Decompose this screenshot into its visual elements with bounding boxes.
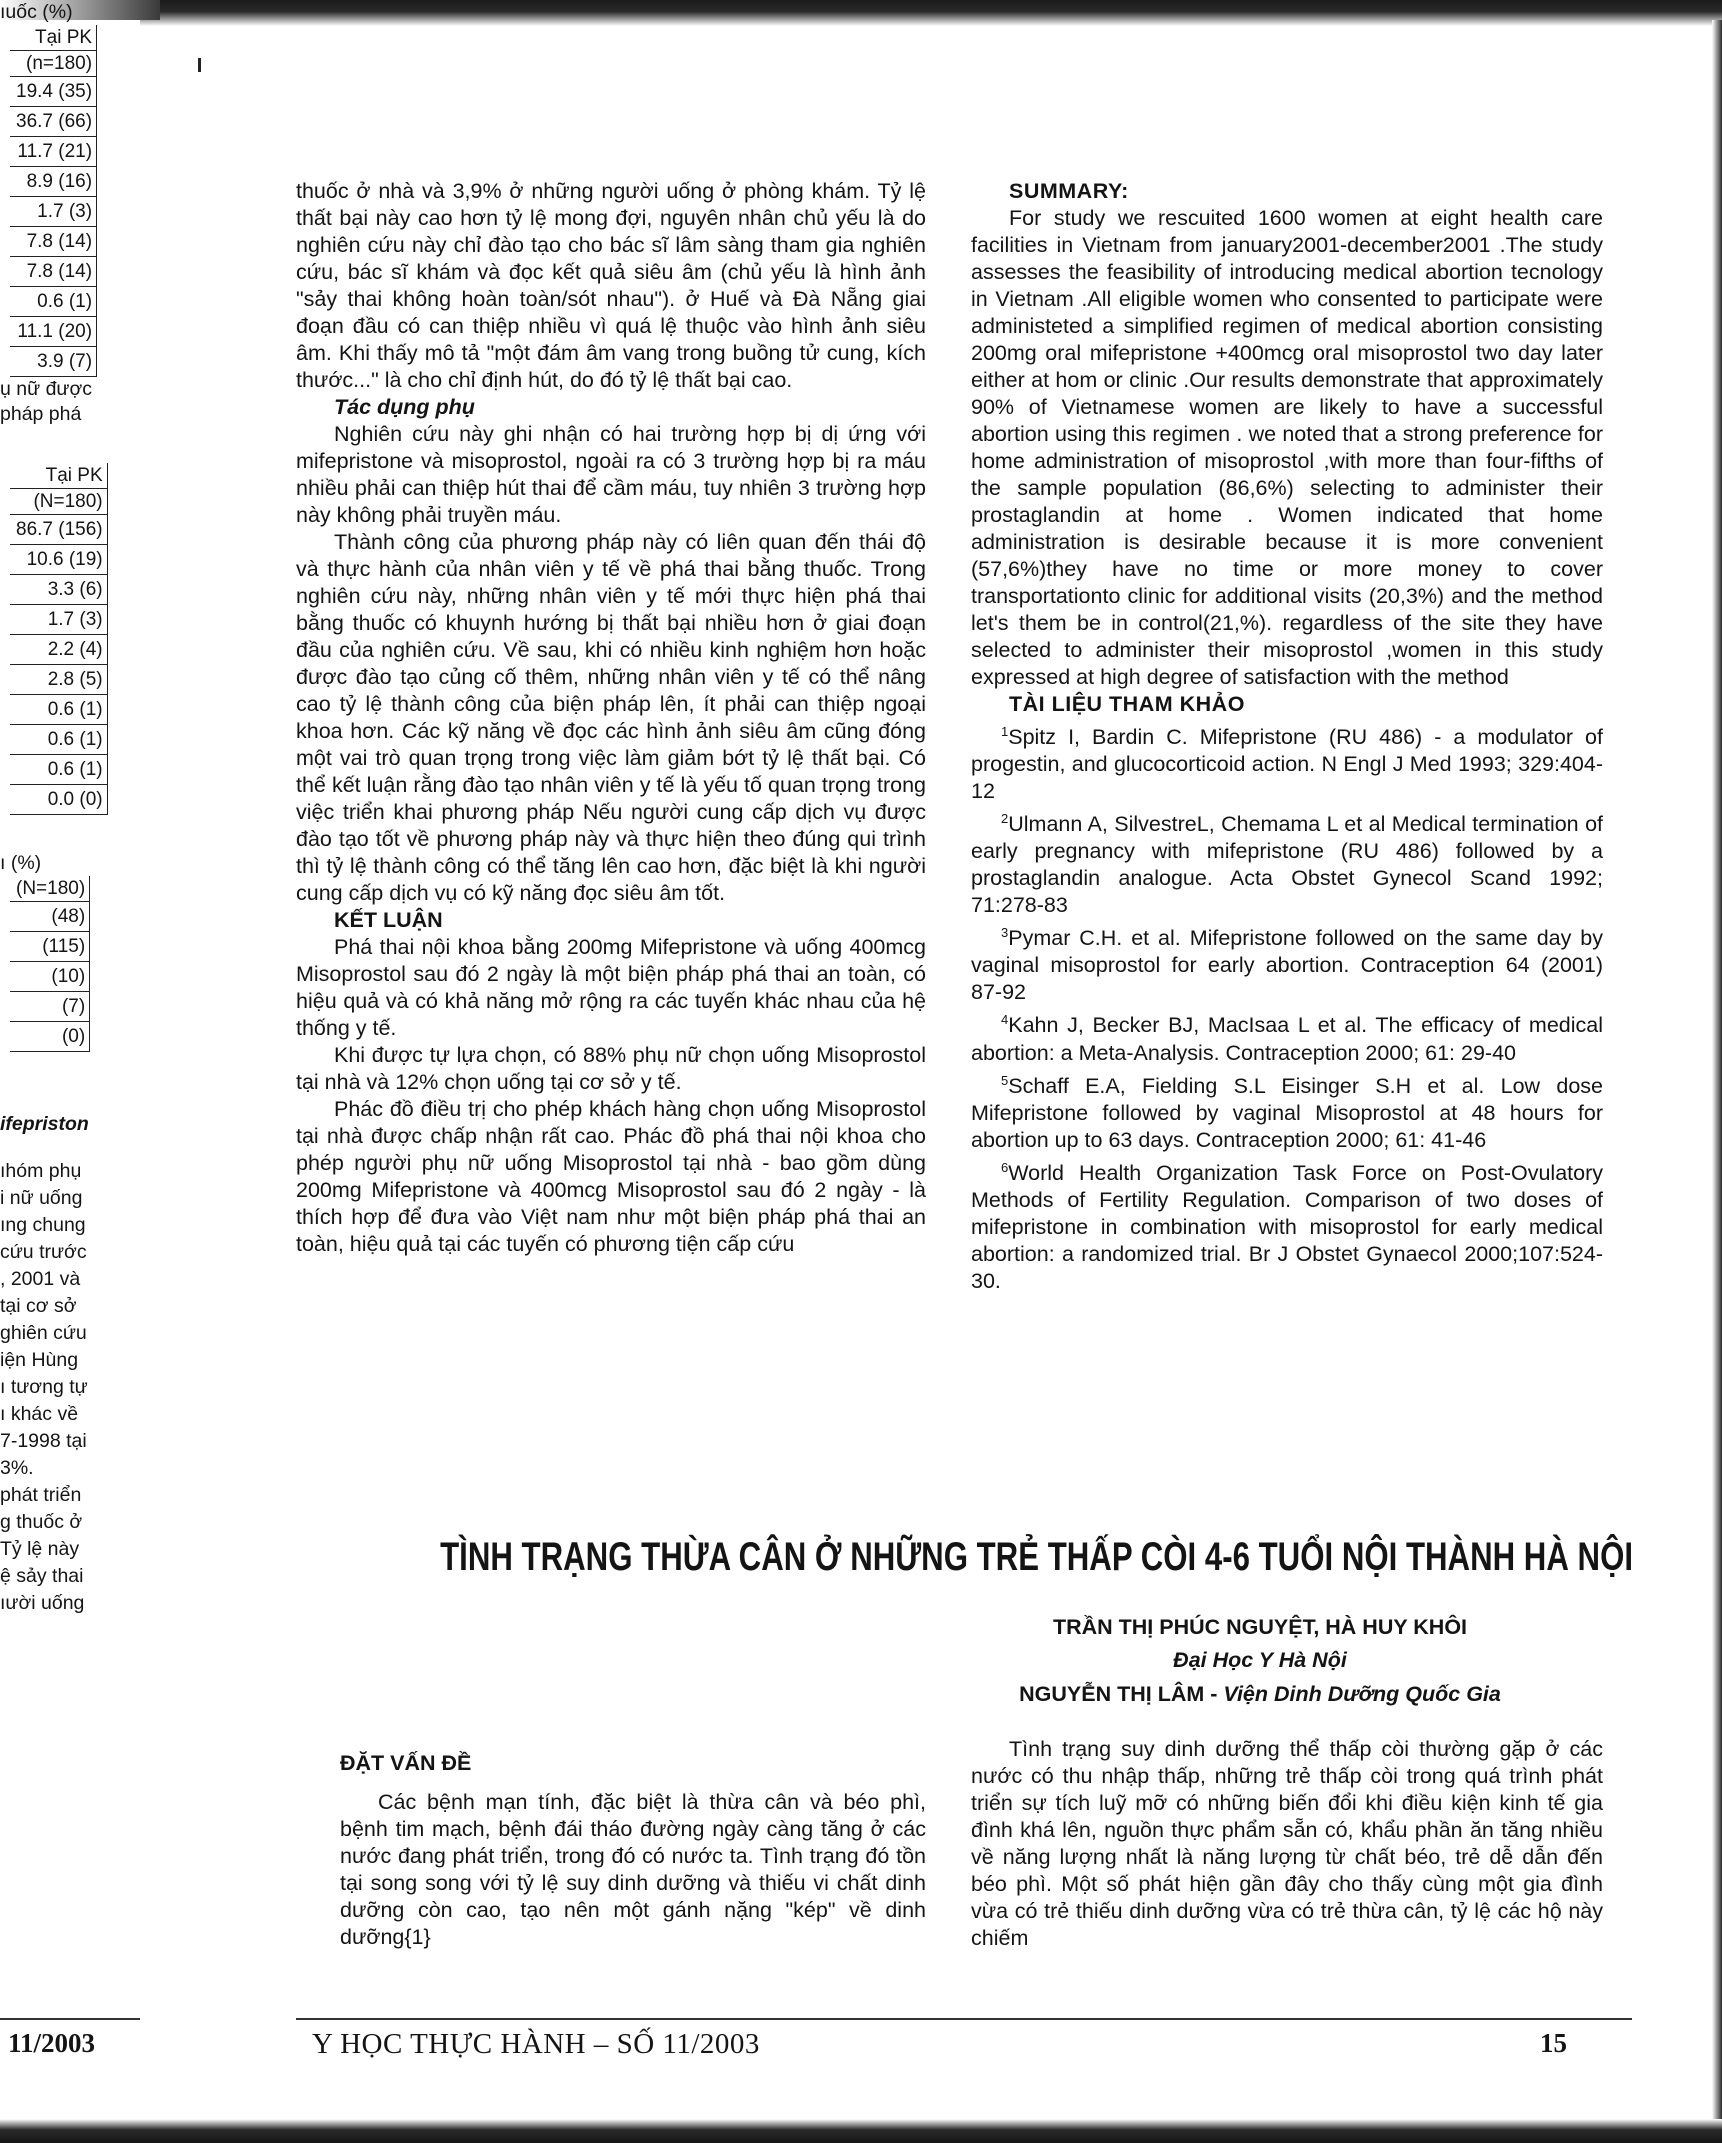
table-cell: 3.3 (6) [10, 575, 107, 605]
fragment-table1-heading: ıuốc (%) [0, 1, 73, 23]
reference-item [971, 919, 1603, 1006]
table-cell: 10.6 (19) [10, 545, 107, 575]
table-header-cell: Tại PK [10, 463, 107, 489]
reference-list [971, 718, 1603, 1295]
reference-number: 5 [1001, 1072, 1009, 1088]
fragment-gap [0, 815, 118, 851]
section-heading-side-effects: Tác dụng phụ [334, 395, 475, 419]
table-cell: 86.7 (156) [10, 515, 107, 545]
table-cell: (48) [10, 902, 90, 932]
reference-text: Spitz I, Bardin C. Mifepristone (RU 486) - a modulator of progestin, and glucocorticoid action. N Engl J Med 1993; 329:404-12 [971, 725, 1603, 804]
footer-rule [0, 2018, 140, 2020]
reference-number: 4 [1001, 1012, 1009, 1028]
fragment-subheading: ifepriston [0, 1113, 89, 1135]
fragment-gap [0, 1052, 118, 1112]
fragment-text-line: ụ nữ được [0, 378, 93, 400]
table-cell: 0.6 (1) [10, 755, 107, 785]
table-cell: 0.6 (1) [10, 695, 107, 725]
fragment-text-line: ệ sảy thai [0, 1565, 84, 1587]
fragment-text-line: ıười uống [0, 1592, 85, 1614]
table-header-cell: (N=180) [10, 876, 90, 902]
fragment-text-line: ghiên cứu [0, 1322, 87, 1344]
fragment-text-line: i nữ uống [0, 1187, 83, 1209]
reference-text: Kahn J, Becker BJ, MacIsaa L et al. The efficacy of medical abortion: a Meta-Analysis. Contraception 2000; 61: 29-40 [971, 1013, 1603, 1065]
reference-item [971, 718, 1603, 805]
table-cell: 8.9 (16) [10, 167, 97, 197]
left-page-fragment [0, 0, 118, 1618]
reference-item [971, 1006, 1603, 1066]
body-paragraph: Thành công của phương pháp này có liên quan đến thái độ và thực hành của nhân viên y tế về phá thai bằng thuốc. Trong nghiên cứu này, những nhân viên y tế mới thực hiện phá thai bằng thuốc có khuynh hướng bị thất bại nhiều hơn ở giai đoạn đầu của nghiên cứu. Về sau, khi có nhiều kinh nghiệm hơn hoặc được đào tạo củng cố thêm, những nhân viên y tế có thể nâng cao tỷ lệ thành công của biện pháp lên, ít phải can thiệp ngoại khoa hơn. Các kỹ năng về đọc các hình ảnh siêu âm cũng đóng một vai trò quan trọng trong việc làm giảm bớt tỷ lệ thất bại. Có thể kết luận rằng đào tạo nhân viên y tế là yếu tố quan trọng trong việc triển khai phương pháp Nếu người cung cấp dịch vụ được đào tạo tốt về phương pháp này và thực hiện theo đúng qui trình thì tỷ lệ thành công có thể tăng lên cao hơn, đặc biệt là khi người cung cấp dịch vụ có kỹ năng đọc siêu âm tốt. [296, 530, 926, 905]
scan-edge-top [140, 0, 1722, 26]
reference-number: 3 [1001, 925, 1009, 941]
article-title: TÌNH TRẠNG THỪA CÂN Ở NHỮNG TRẺ THẤP CÒI 4-6 TUỔI NỘI THÀNH HÀ NỘI [440, 1535, 1634, 1579]
fragment-text-line: 7-1998 tại [0, 1430, 87, 1452]
reference-text: Pymar C.H. et al. Mifepristone followed on the same day by vaginal misoprostol for early abortion. Contraception 64 (2001) 87-92 [971, 926, 1603, 1005]
body-paragraph: Phác đồ điều trị cho phép khách hàng chọn uống Misoprostol tại nhà được chấp nhận rất cao. Phác đồ phá thai nội khoa cho phép người phụ nữ uống Misoprostol tại nhà - bao gồm dùng 200mg Mifepristone và 400mcg Misoprostol sau đó 2 ngày - là thích hợp để đưa vào Việt nam như một biện pháp phá thai an toàn, hiệu quả tại các tuyến có phương tiện cấp cứu [296, 1097, 926, 1256]
table-cell: 19.4 (35) [10, 77, 97, 107]
table-cell: 11.7 (21) [10, 137, 97, 167]
table-cell: (115) [10, 932, 90, 962]
reference-text: Schaff E.A, Fielding S.L Eisinger S.H et al. Low dose Mifepristone followed by vaginal Misoprostol at 48 hours for abortion up to 63 days. Contraception 2000; 61: 41-46 [971, 1073, 1603, 1152]
reference-number: 6 [1001, 1159, 1009, 1175]
reference-item [971, 805, 1603, 919]
summary-paragraph: For study we rescuited 1600 women at eight health care facilities in Vietnam from january2001-december2001 .The study assesses the feasibility of introducing medical abortion tecnology in Vietnam .All eligible women who consented to participate were administeted a simplified regimen of medical abortion consisting 200mg oral mifepristone +400mcg oral misoprostol two day later either at hom or clinic .Our results demonstrate that approximately 90% of Vietnamese women are likely to have a successful abortion using this regimen . we noted that a strong preference for home administration of misoprostol ,with more than four-fifths of the sample population (86,6%) selecting to administer their prostaglandin at home . Women indicated that home administration is desirable because it is more convenient (57,6%)they have no time or more money to cover transportationto clinic for additional visits (20,3%) and the method let's them be in control(21,%). regardless of the site they have selected to administer their misoprostol ,women in this study expressed at high degree of satisfaction with the method [971, 206, 1603, 689]
summary-references-column [971, 178, 1603, 1295]
intro-column-left [340, 1750, 926, 1951]
scan-speck [198, 58, 201, 72]
table-cell: 7.8 (14) [10, 257, 97, 287]
fragment-table-3 [10, 876, 90, 1052]
affiliation-line-1: Đại Học Y Hà Nội [1173, 1648, 1347, 1672]
fragment-text-line: ı tương tự [0, 1376, 88, 1398]
author-name: NGUYỄN THỊ LÂM - [1019, 1682, 1218, 1706]
fragment-text-line: 3%. [0, 1457, 34, 1479]
table-cell: 0.0 (0) [10, 785, 107, 815]
fragment-text-line: ı khác về [0, 1403, 79, 1425]
fragment-text-line: pháp phá [0, 403, 82, 425]
author-line-2 [930, 1682, 1590, 1707]
reference-number: 1 [1001, 724, 1009, 739]
fragment-text-line: Tỷ lệ này [0, 1538, 80, 1560]
body-paragraph: Phá thai nội khoa bằng 200mg Mifepristone và uống 400mcg Misoprostol sau đó 2 ngày là một biện pháp phá thai an toàn, có hiệu quả và có khả năng mở rộng ra các tuyến khác nhau của hệ thống y tế. [296, 935, 926, 1040]
fragment-text-line: phát triển [0, 1484, 82, 1506]
table-cell: 7.8 (14) [10, 227, 97, 257]
table-cell: (10) [10, 962, 90, 992]
reference-number: 2 [1001, 811, 1009, 827]
page-number: 15 [1540, 2028, 1567, 2058]
section-heading-conclusion: KẾT LUẬN [334, 908, 443, 932]
section-heading-intro: ĐẶT VẤN ĐỀ [340, 1751, 472, 1775]
intro-column-right [971, 1736, 1603, 1952]
fragment-gap [0, 1137, 118, 1159]
fragment-table3-heading: ı (%) [0, 852, 42, 874]
table-cell: 2.8 (5) [10, 665, 107, 695]
reference-item [971, 1067, 1603, 1154]
table-header-cell: (N=180) [10, 489, 107, 515]
body-paragraph: Khi được tự lựa chọn, có 88% phụ nữ chọn uống Misoprostol tại nhà và 12% chọn uống tại cơ sở y tế. [296, 1043, 926, 1094]
fragment-gap [0, 427, 118, 463]
table-cell: 1.7 (3) [10, 197, 97, 227]
fragment-table-2 [10, 463, 108, 815]
footer-journal-title: Y HỌC THỰC HÀNH – SỐ 11/2003 [312, 2028, 760, 2060]
footer-issue: 11/2003 [8, 2028, 96, 2058]
body-paragraph: Tình trạng suy dinh dưỡng thể thấp còi thường gặp ở các nước có thu nhập thấp, những trẻ thấp còi trong quá trình phát triển sự tích luỹ mỡ có những biến đổi khi điều kiện kinh tế gia đình khá lên, nguồn thực phẩm sẵn có, khẩu phần ăn tăng nhiều về năng lượng nhất là năng lượng từ chất béo, trẻ dễ dẫn đến béo phì. Một số phát hiện gần đây cho thấy cùng một gia đình vừa có trẻ thiếu dinh dưỡng vừa có trẻ thừa cân, tỷ lệ các hộ này chiếm [971, 1737, 1603, 1950]
table-cell: 3.9 (7) [10, 347, 97, 377]
fragment-text-line: , 2001 và [0, 1268, 81, 1290]
scan-edge-right [1712, 20, 1722, 2143]
reference-item [971, 1154, 1603, 1295]
fragment-text-line: ıhóm phụ [0, 1160, 82, 1182]
table-cell: (7) [10, 992, 90, 1022]
table-header-cell: Tại PK [10, 25, 97, 51]
table-cell: 11.1 (20) [10, 317, 97, 347]
table-cell: 1.7 (3) [10, 605, 107, 635]
footer-rule [296, 2018, 1632, 2020]
table-cell: 36.7 (66) [10, 107, 97, 137]
reference-text: World Health Organization Task Force on Post-Ovulatory Methods of Fertility Regulation. Comparison of two doses of mifepristone in combination with misoprostol for early medical abortion: a randomized trial. Br J Obstet Gynaecol 2000;107:524-30. [971, 1160, 1603, 1293]
scan-edge-bottom [0, 2119, 1722, 2143]
body-paragraph: thuốc ở nhà và 3,9% ở những người uống ở phòng khám. Tỷ lệ thất bại này cao hơn tỷ lệ mong đợi, nguyên nhân chủ yếu là do nghiên cứu này chỉ đào tạo cho bác sĩ lâm sàng tham gia nghiên cứu, bác sĩ khám và đọc kết quả siêu âm (chủ yếu là hình ảnh "sảy thai không hoàn toàn/sót nhau"). ở Huế và Đà Nẵng giai đoạn đầu có can thiệp nhiều vì quá lệ thuộc vào hình ảnh siêu âm. Khi thấy mô tả "một đám âm vang trong buồng tử cung, kích thước..." là cho chỉ định hút, do đó tỷ lệ thất bại cao. [296, 179, 926, 392]
fragment-table-1 [10, 25, 97, 377]
fragment-text-line: iện Hùng [0, 1349, 79, 1371]
table-cell: 2.2 (4) [10, 635, 107, 665]
table-cell: 0.6 (1) [10, 725, 107, 755]
author-line-1: TRẦN THỊ PHÚC NGUYỆT, HÀ HUY KHÔI [1052, 1615, 1468, 1639]
table-cell: 0.6 (1) [10, 287, 97, 317]
fragment-text-line: tại cơ sở [0, 1295, 77, 1317]
table-header-cell: (n=180) [10, 51, 97, 77]
body-paragraph: Các bệnh mạn tính, đặc biệt là thừa cân và béo phì, bệnh tim mạch, bệnh đái tháo đường ngày càng tăng ở các nước đang phát triển, trong đó có nước ta. Tình trạng đó tồn tại song song với tỷ lệ suy dinh dưỡng và thiếu vi chất dinh dưỡng còn cao, tạo nên một gánh nặng "kép" về dinh dưỡng{1} [340, 1790, 926, 1949]
fragment-text-line: g thuốc ở [0, 1511, 83, 1533]
article-continuation-column [296, 178, 926, 1258]
fragment-text-line: ıng chung [0, 1214, 86, 1236]
page-footer [0, 2018, 1722, 2058]
summary-heading: SUMMARY: [1009, 179, 1129, 203]
fragment-text-line: cứu trước [0, 1241, 87, 1263]
table-cell: (0) [10, 1022, 90, 1052]
references-heading: TÀI LIỆU THAM KHẢO [1009, 692, 1245, 716]
reference-text: Ulmann A, SilvestreL, Chemama L et al Medical termination of early pregnancy with mifepristone (RU 486) followed by a prostaglandin analogue. Acta Obstet Gynecol Scand 1992; 71:278-83 [971, 812, 1603, 918]
body-paragraph: Nghiên cứu này ghi nhận có hai trường hợp bị dị ứng với mifepristone và misoprostol, ngoài ra có 3 trường hợp bị ra máu nhiều phải can thiệp hút thai để cầm máu, tuy nhiên 3 trường hợp này không phải truyền máu. [296, 422, 926, 527]
author-affiliation: Viện Dinh Dưỡng Quốc Gia [1223, 1682, 1501, 1706]
